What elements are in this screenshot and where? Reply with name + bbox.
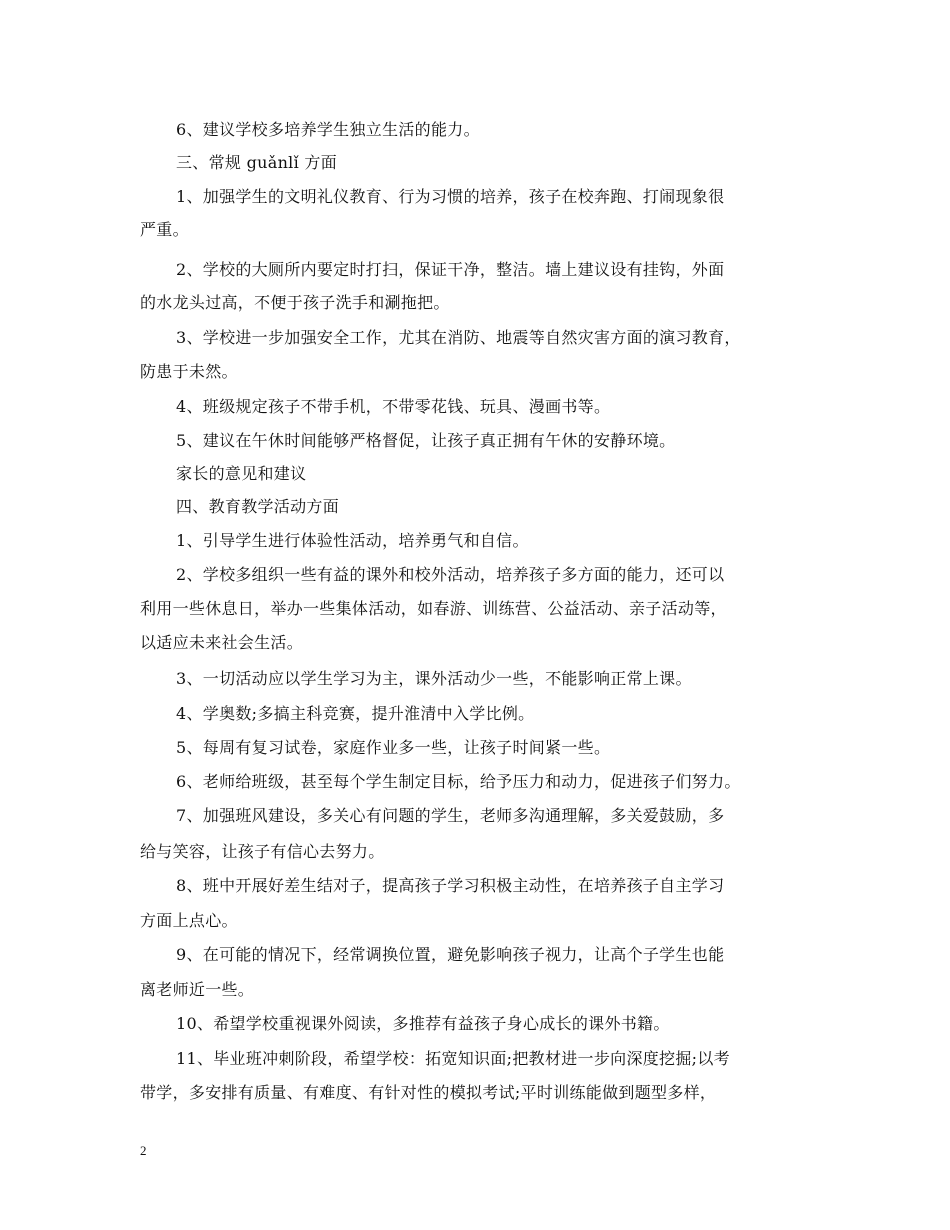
text-line: 10、希望学校重视课外阅读，多推荐有益孩子身心成长的课外书籍。 bbox=[176, 1014, 670, 1033]
text-line: 以适应未来社会生活。 bbox=[140, 633, 304, 652]
text-line: 利用一些休息日，举办一些集体活动，如春游、训练营、公益活动、亲子活动等， bbox=[140, 599, 727, 618]
text-line: 带学，多安排有质量、有难度、有针对性的模拟考试;平时训练能做到题型多样， bbox=[140, 1083, 717, 1102]
text-line: 9、在可能的情况下，经常调换位置，避免影响孩子视力，让高个子学生也能 bbox=[176, 945, 725, 964]
text-line: 方面上点心。 bbox=[140, 911, 238, 930]
text-line: 4、学奥数;多搞主科竞赛，提升淮清中入学比例。 bbox=[176, 704, 535, 723]
section-heading: 三、常规 guǎnlǐ 方面 bbox=[176, 153, 337, 172]
text-line: 2、学校多组织一些有益的课外和校外活动，培养孩子多方面的能力，还可以 bbox=[176, 565, 725, 584]
section-heading: 家长的意见和建议 bbox=[176, 464, 307, 483]
text-line: 1、加强学生的文明礼仪教育、行为习惯的培养，孩子在校奔跑、打闹现象很 bbox=[176, 187, 725, 206]
text-line: 11、毕业班冲刺阶段，希望学校：拓宽知识面;把教材进一步向深度挖掘;以考 bbox=[176, 1049, 730, 1068]
text-line: 5、建议在午休时间能够严格督促，让孩子真正拥有午休的安静环境。 bbox=[176, 431, 676, 450]
text-line: 的水龙头过高，不便于孩子洗手和涮拖把。 bbox=[140, 293, 450, 312]
text-line: 给与笑容，让孩子有信心去努力。 bbox=[140, 842, 385, 861]
text-line: 6、建议学校多培养学生独立生活的能力。 bbox=[176, 120, 480, 139]
text-line: 防患于未然。 bbox=[140, 362, 238, 381]
text-line: 严重。 bbox=[140, 220, 189, 239]
page-number: 2 bbox=[140, 1143, 147, 1158]
section-heading: 四、教育教学活动方面 bbox=[176, 497, 340, 516]
text-line: 3、学校进一步加强安全工作，尤其在消防、地震等自然灾害方面的演习教育， bbox=[176, 328, 741, 347]
text-line: 5、每周有复习试卷，家庭作业多一些，让孩子时间紧一些。 bbox=[176, 738, 611, 757]
text-line: 7、加强班风建设，多关心有问题的学生，老师多沟通理解，多关爱鼓励，多 bbox=[176, 806, 725, 825]
text-line: 4、班级规定孩子不带手机，不带零花钱、玩具、漫画书等。 bbox=[176, 397, 611, 416]
text-line: 8、班中开展好差生结对子，提高孩子学习积极主动性，在培养孩子自主学习 bbox=[176, 876, 725, 895]
text-line: 离老师近一些。 bbox=[140, 980, 255, 999]
text-line: 2、学校的大厕所内要定时打扫，保证干净，整洁。墙上建议设有挂钩，外面 bbox=[176, 260, 725, 279]
text-line: 3、一切活动应以学生学习为主，课外活动少一些，不能影响正常上课。 bbox=[176, 669, 692, 688]
text-line: 6、老师给班级，甚至每个学生制定目标，给予压力和动力，促进孩子们努力。 bbox=[176, 772, 741, 791]
text-line: 1、引导学生进行体验性活动，培养勇气和自信。 bbox=[176, 531, 529, 550]
